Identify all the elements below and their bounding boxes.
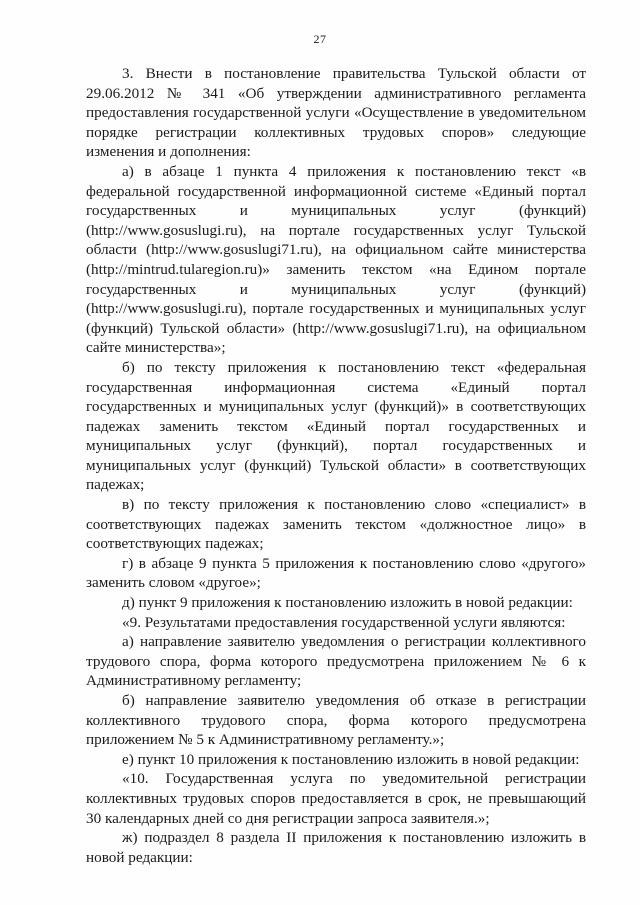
paragraph-quoted-item-10: «10. Государственная услуга по уведомительной регистрации коллективных трудовых споров предоставляется в срок, не превышающий 30 календарных дней со дня регистрации запроса заявителя.»; [86, 770, 586, 827]
paragraph-subitem-b: б) по тексту приложения к постановлению текст «федеральная государственная информационная система «Единый портал государственных и муниципальных услуг (функций)» в соответствующих падежах заменить текстом «Единый портал государственных и муниципальных услуг (функций), портал государственных и муниципальных услуг (функций) Тульской области» в соответствующих падежах; [86, 358, 586, 494]
page-number: 27 [313, 32, 327, 46]
paragraph-subitem-e: е) пункт 10 приложения к постановлению изложить в новой редакции: [122, 750, 580, 768]
paragraph-quoted-item-9b: б) направление заявителю уведомления об отказе в регистрации коллективного трудового спора, форма которого предусмотрена приложением № 5 к Административному регламенту.»; [86, 692, 586, 749]
paragraph-item-3: 3. Внести в постановление правительства Тульской области от 29.06.2012 № 341 «Об утверждении административного регламента предоставления государственной услуги «Осуществление в уведомительном порядке регистрации коллективных трудовых споров» следующие изменения и дополнения: [86, 65, 586, 161]
document-body [86, 64, 586, 867]
paragraph-subitem-zh: ж) подраздел 8 раздела II приложения к постановлению изложить в новой редакции: [86, 829, 586, 866]
paragraph-subitem-d: д) пункт 9 приложения к постановлению изложить в новой редакции: [122, 594, 573, 612]
paragraph-subitem-a: а) в абзаце 1 пункта 4 приложения к постановлению текст «в федеральной государственной информационной системе «Единый портал государственных и муниципальных услуг (функций) (http://www.gosuslugi.ru), на портале государственных услуг Тульской области (http://www.gosuslugi71.ru), на официальном сайте министерства (http://mintrud.tularegion.ru)» заменить текстом «на Едином портале государственных и муниципальных услуг (функций) (http://www.gosuslugi.ru), портале государственных и муниципальных услуг (функций) Тульской области» (http://www.gosuslugi71.ru), на официальном сайте министерства»; [86, 162, 586, 357]
paragraph-quoted-item-9a: а) направление заявителю уведомления о регистрации коллективного трудового спора, форма которого предусмотрена приложением № 6 к Административному регламенту; [86, 633, 586, 690]
paragraph-subitem-v: в) по тексту приложения к постановлению слово «специалист» в соответствующих падежах заменить текстом «должностное лицо» в соответствующих падежах; [86, 496, 586, 553]
paragraph-quoted-item-9: «9. Результатами предоставления государственной услуги являются: [122, 613, 566, 631]
paragraph-subitem-g: г) в абзаце 9 пункта 5 приложения к постановлению слово «другого» заменить словом «другое»; [86, 554, 586, 592]
